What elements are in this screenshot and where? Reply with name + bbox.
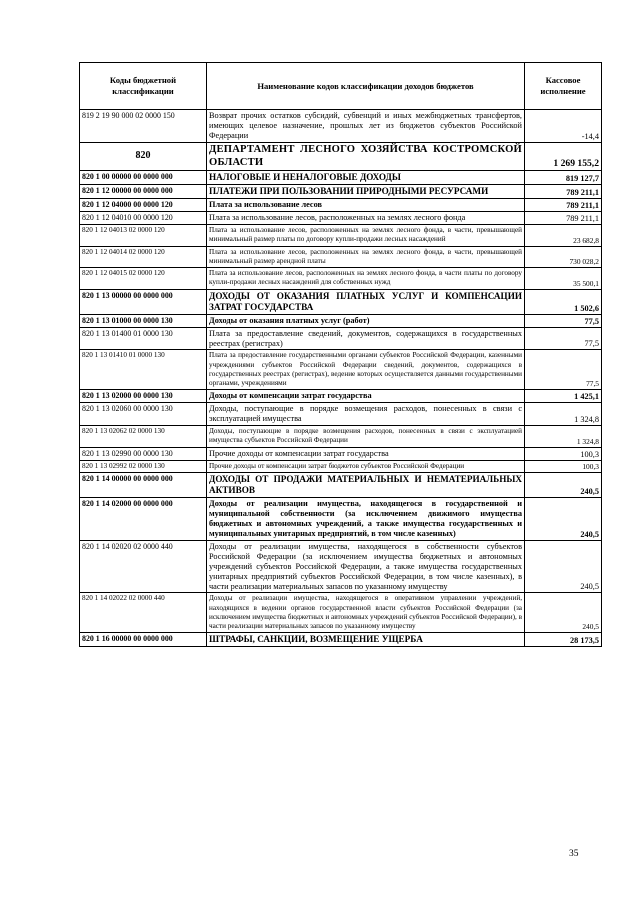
row-code: 820 1 14 02022 02 0000 440 xyxy=(80,593,207,633)
row-name: Доходы от компенсации затрат государства xyxy=(207,390,525,403)
row-amount: 100,3 xyxy=(525,447,602,460)
header-amount: Кассовое исполнение xyxy=(525,63,602,110)
row-name: ПЛАТЕЖИ ПРИ ПОЛЬЗОВАНИИ ПРИРОДНЫМИ РЕСУРСАМИ xyxy=(207,185,525,199)
row-code: 820 1 16 00000 00 0000 000 xyxy=(80,633,207,647)
table-row xyxy=(80,403,602,426)
row-code: 820 xyxy=(80,142,207,170)
row-name: Плата за предоставление сведений, документов, содержащихся в государственных реестрах (регистрах) xyxy=(207,327,525,350)
row-name: Доходы от реализации имущества, находящегося в оперативном управлении учреждений, находящихся в ведении органов государственной власти субъектов Российской Федерации (за исключением имущества бюджетных и автономных учреждений субъектов Российской Федерации), в части реализации материальных запасов по указанному имуществу xyxy=(207,593,525,633)
table-row xyxy=(80,426,602,447)
row-amount: 789 211,1 xyxy=(525,199,602,212)
row-amount: 77,5 xyxy=(525,327,602,350)
row-code: 820 1 12 04013 02 0000 120 xyxy=(80,225,207,246)
table-row xyxy=(80,327,602,350)
table-row xyxy=(80,314,602,327)
row-amount: 28 173,5 xyxy=(525,633,602,647)
row-code: 820 1 13 01410 01 0000 130 xyxy=(80,350,207,390)
table-row xyxy=(80,390,602,403)
table-row xyxy=(80,212,602,225)
table-header-row xyxy=(80,63,602,110)
row-amount: 100,3 xyxy=(525,460,602,472)
row-name: Плата за использование лесов, расположенных на землях лесного фонда, в части, превышающей минимальный размер арендной платы xyxy=(207,246,525,267)
table-body xyxy=(80,110,602,647)
revenue-classification-table xyxy=(79,62,602,647)
row-code: 820 1 14 02000 00 0000 000 xyxy=(80,497,207,540)
row-amount: 819 127,7 xyxy=(525,171,602,185)
row-name: Доходы от реализации имущества, находящегося в собственности субъектов Российской Федерации (за исключением имущества бюджетных и автономных учреждений субъектов Российской Федерации, а также имущества государственных унитарных предприятий субъектов Российской Федерации, в том числе казенных), в части реализации материальных запасов по указанному имуществу xyxy=(207,540,525,593)
row-code: 820 1 13 02060 00 0000 130 xyxy=(80,403,207,426)
row-name: ДОХОДЫ ОТ ОКАЗАНИЯ ПЛАТНЫХ УСЛУГ И КОМПЕНСАЦИИ ЗАТРАТ ГОСУДАРСТВА xyxy=(207,289,525,314)
row-name: Возврат прочих остатков субсидий, субвенций и иных межбюджетных трансфертов, имеющих целевое назначение, прошлых лет из бюджетов субъектов Российской Федерации xyxy=(207,110,525,143)
row-name: НАЛОГОВЫЕ И НЕНАЛОГОВЫЕ ДОХОДЫ xyxy=(207,171,525,185)
row-amount: 730 028,2 xyxy=(525,246,602,267)
table-row xyxy=(80,142,602,170)
row-code: 820 1 12 00000 00 0000 000 xyxy=(80,185,207,199)
row-code: 820 1 13 02000 00 0000 130 xyxy=(80,390,207,403)
table-row xyxy=(80,540,602,593)
row-name: Доходы, поступающие в порядке возмещения расходов, понесенных в связи с эксплуатацией имущества xyxy=(207,403,525,426)
row-name: ДЕПАРТАМЕНТ ЛЕСНОГО ХОЗЯЙСТВА КОСТРОМСКОЙ ОБЛАСТИ xyxy=(207,142,525,170)
row-name: Доходы от оказания платных услуг (работ) xyxy=(207,314,525,327)
row-name: Плата за использование лесов, расположенных на землях лесного фонда, в части, превышающей минимальный размер платы по договору купли-продажи лесных насаждений xyxy=(207,225,525,246)
row-amount: 1 425,1 xyxy=(525,390,602,403)
table-row xyxy=(80,246,602,267)
table-row xyxy=(80,289,602,314)
row-code: 820 1 12 04015 02 0000 120 xyxy=(80,268,207,289)
row-name: Доходы от реализации имущества, находящегося в государственной и муниципальной собственности (за исключением движимого имущества бюджетных и автономных учреждений, а также имущества государственных и муниципальных унитарных предприятий, в том числе казенных) xyxy=(207,497,525,540)
row-code: 820 1 13 00000 00 0000 000 xyxy=(80,289,207,314)
row-code: 820 1 14 00000 00 0000 000 xyxy=(80,472,207,497)
budget-table-wrapper xyxy=(79,62,601,647)
row-name: Прочие доходы от компенсации затрат государства xyxy=(207,447,525,460)
table-row xyxy=(80,110,602,143)
row-amount: 77,5 xyxy=(525,314,602,327)
row-amount: 240,5 xyxy=(525,540,602,593)
row-code: 820 1 12 04014 02 0000 120 xyxy=(80,246,207,267)
page-number: 35 xyxy=(569,849,579,859)
table-row xyxy=(80,225,602,246)
row-name: ДОХОДЫ ОТ ПРОДАЖИ МАТЕРИАЛЬНЫХ И НЕМАТЕРИАЛЬНЫХ АКТИВОВ xyxy=(207,472,525,497)
row-amount: 789 211,1 xyxy=(525,185,602,199)
header-code: Коды бюджетной классификации xyxy=(80,63,207,110)
table-row xyxy=(80,633,602,647)
row-amount: 240,5 xyxy=(525,593,602,633)
row-code: 820 1 12 04000 00 0000 120 xyxy=(80,199,207,212)
row-amount: 789 211,1 xyxy=(525,212,602,225)
row-code: 820 1 13 01000 00 0000 130 xyxy=(80,314,207,327)
row-code: 820 1 13 02992 02 0000 130 xyxy=(80,460,207,472)
header-name: Наименование кодов классификации доходов бюджетов xyxy=(207,63,525,110)
table-row xyxy=(80,460,602,472)
row-code: 820 1 13 02062 02 0000 130 xyxy=(80,426,207,447)
table-row xyxy=(80,185,602,199)
table-row xyxy=(80,593,602,633)
row-amount: 1 269 155,2 xyxy=(525,142,602,170)
row-amount: 1 324,8 xyxy=(525,403,602,426)
row-amount: 240,5 xyxy=(525,472,602,497)
row-amount: 1 324,8 xyxy=(525,426,602,447)
row-code: 820 1 13 01400 01 0000 130 xyxy=(80,327,207,350)
table-row xyxy=(80,472,602,497)
row-name: Прочие доходы от компенсации затрат бюджетов субъектов Российской Федерации xyxy=(207,460,525,472)
table-row xyxy=(80,447,602,460)
row-code: 820 1 12 04010 00 0000 120 xyxy=(80,212,207,225)
row-amount: -14,4 xyxy=(525,110,602,143)
row-code: 820 1 13 02990 00 0000 130 xyxy=(80,447,207,460)
table-row xyxy=(80,350,602,390)
row-amount: 1 502,6 xyxy=(525,289,602,314)
row-code: 820 1 14 02020 02 0000 440 xyxy=(80,540,207,593)
row-name: Плата за предоставление государственными органами субъектов Российской Федерации, казенными учреждениями субъектов Российской Федерации сведений, документов, содержащихся в государственных реестрах (регистрах), ведение которых осуществляется данными государственными органами, учреждениями xyxy=(207,350,525,390)
row-amount: 23 682,8 xyxy=(525,225,602,246)
row-name: Доходы, поступающие в порядке возмещения расходов, понесенных в связи с эксплуатацией имущества субъектов Российской Федерации xyxy=(207,426,525,447)
row-amount: 240,5 xyxy=(525,497,602,540)
table-row xyxy=(80,268,602,289)
table-row xyxy=(80,171,602,185)
row-name: Плата за использование лесов, расположенных на землях лесного фонда, в части платы по договору купли-продажи лесных насаждений для собственных нужд xyxy=(207,268,525,289)
row-name: Плата за использование лесов, расположенных на землях лесного фонда xyxy=(207,212,525,225)
row-amount: 35 500,1 xyxy=(525,268,602,289)
row-code: 820 1 00 00000 00 0000 000 xyxy=(80,171,207,185)
table-row xyxy=(80,497,602,540)
row-code: 819 2 19 90 000 02 0000 150 xyxy=(80,110,207,143)
row-amount: 77,5 xyxy=(525,350,602,390)
table-row xyxy=(80,199,602,212)
row-name: Плата за использование лесов xyxy=(207,199,525,212)
row-name: ШТРАФЫ, САНКЦИИ, ВОЗМЕЩЕНИЕ УЩЕРБА xyxy=(207,633,525,647)
